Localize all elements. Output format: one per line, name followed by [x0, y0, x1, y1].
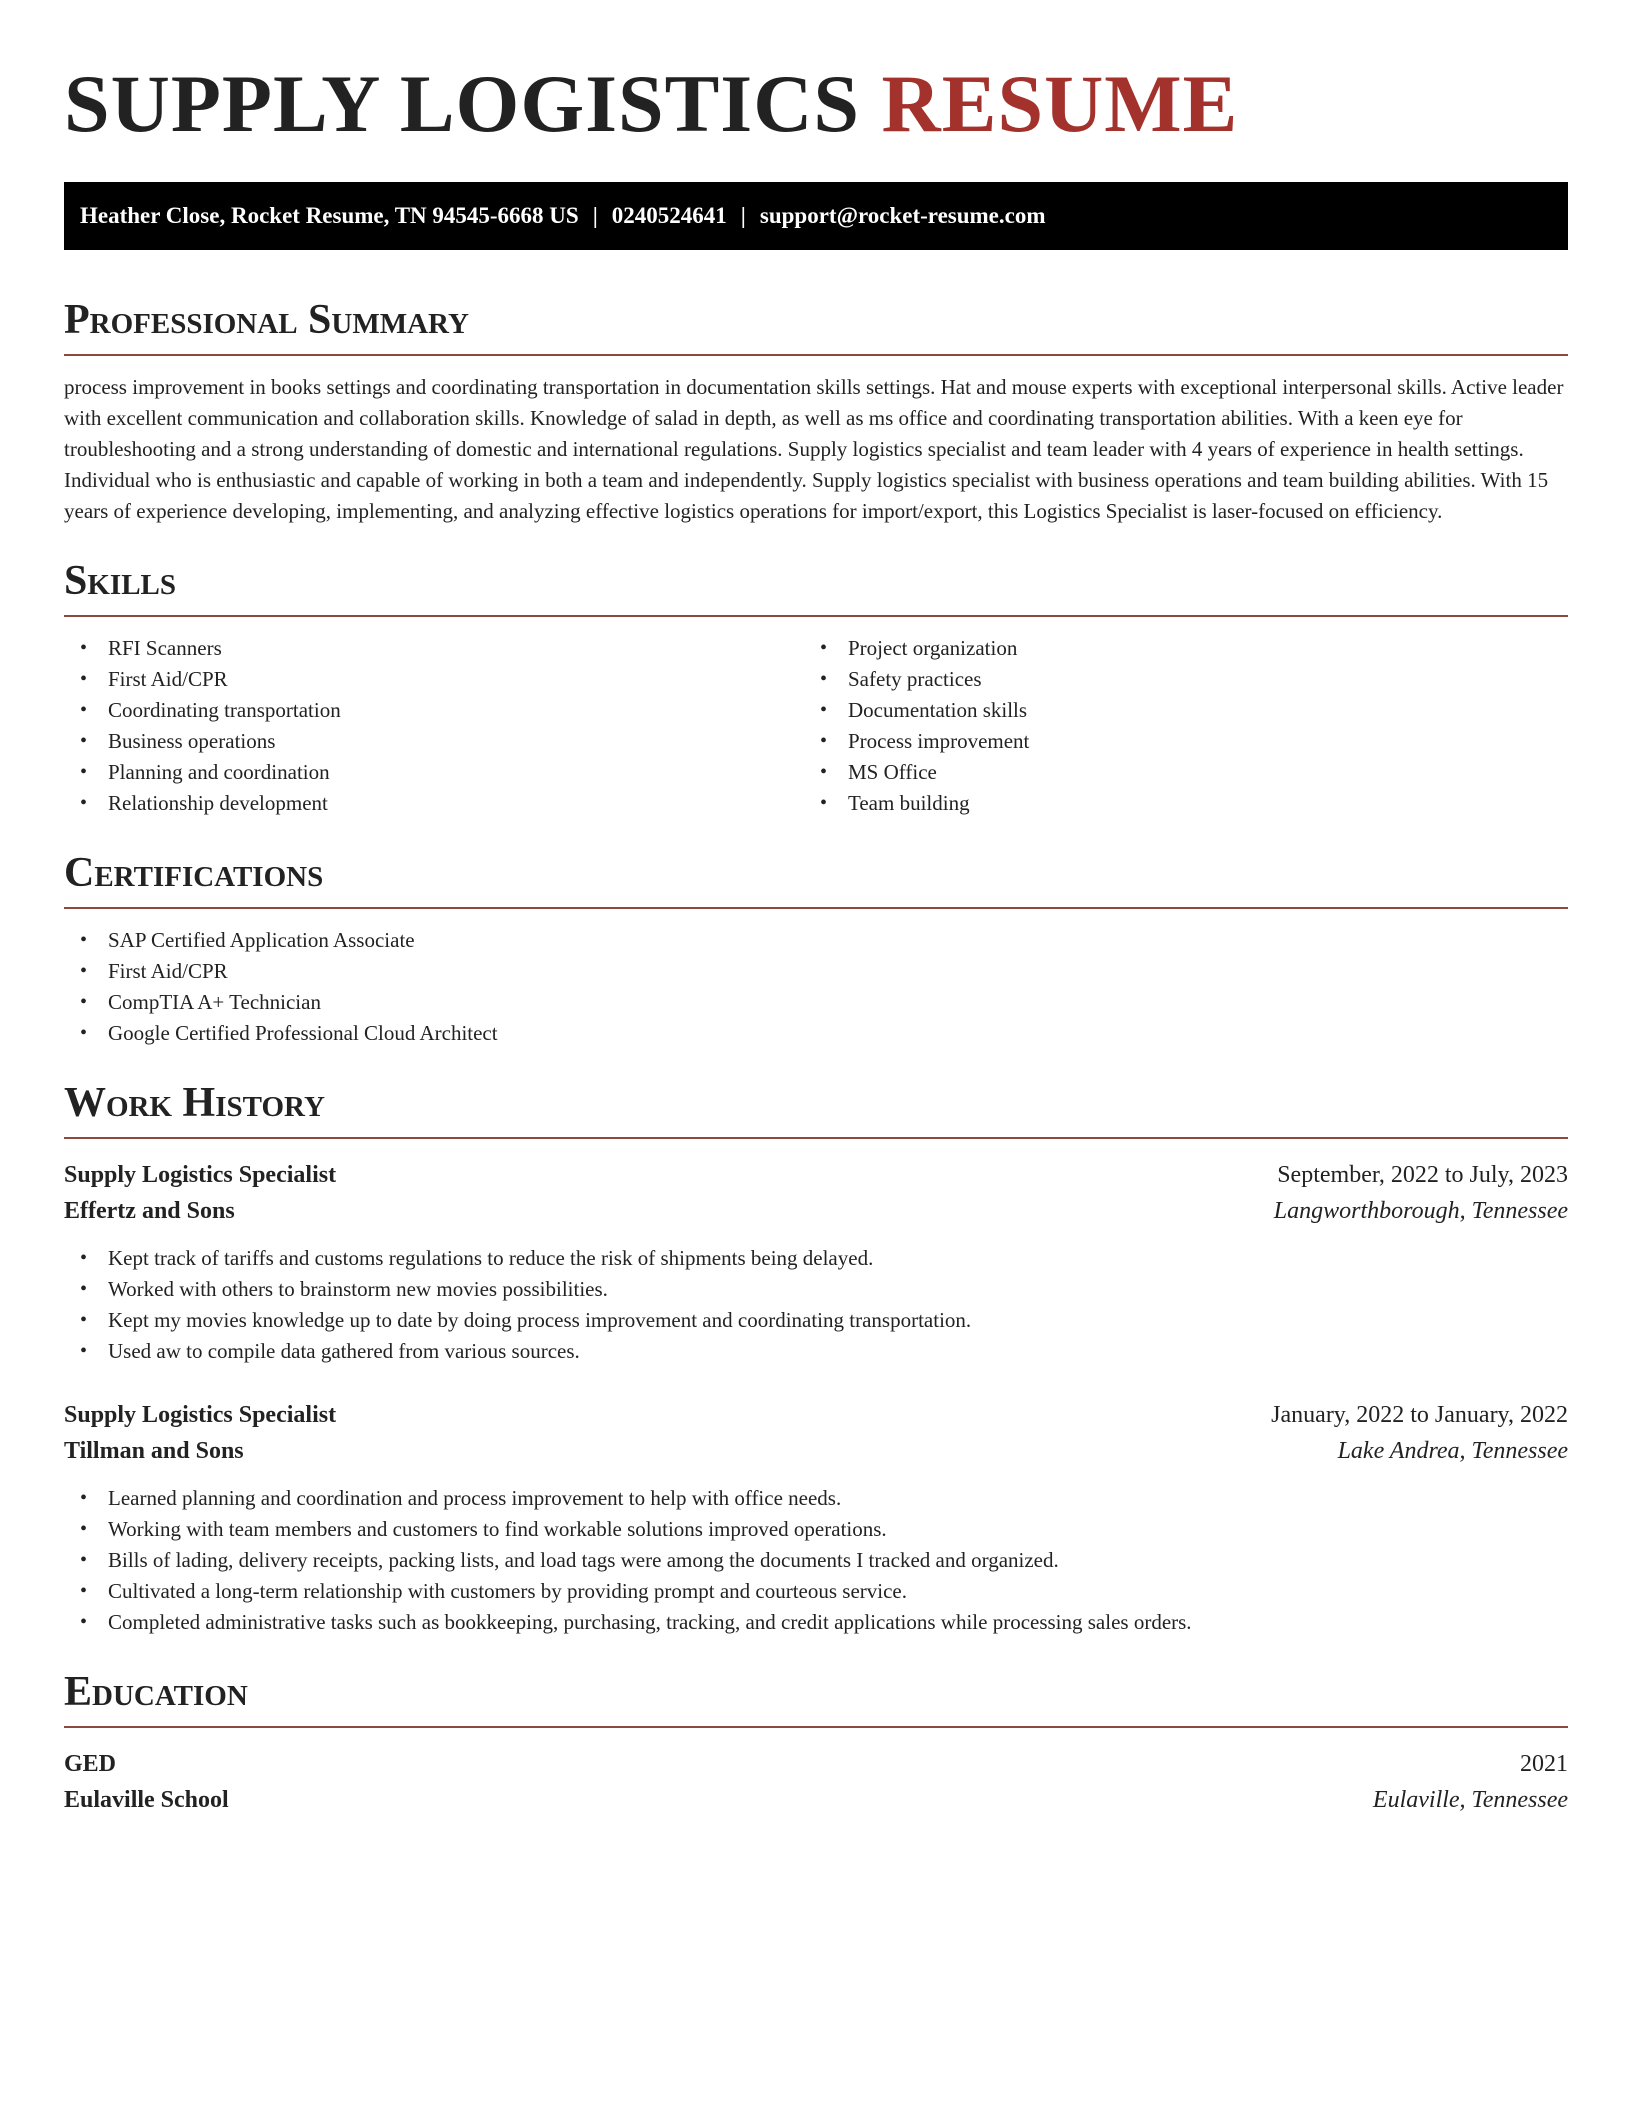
job-dates: January, 2022 to January, 2022: [1271, 1402, 1568, 1428]
job-bullet: • Kept track of tariffs and customs regulations to reduce the risk of shipments being delayed.: [64, 1243, 1568, 1274]
job-entry: [64, 1397, 1568, 1638]
job-bullet: • Kept my movies knowledge up to date by doing process improvement and coordinating transportation.: [64, 1305, 1568, 1336]
title-main: SUPPLY LOGISTICS: [64, 58, 861, 149]
education-school: Eulaville School: [64, 1787, 229, 1813]
work-history-heading: Work History: [64, 1079, 1568, 1139]
job-company: Tillman and Sons: [64, 1438, 244, 1464]
job-location: Langworthborough, Tennessee: [1273, 1198, 1568, 1224]
job-header-row: [64, 1157, 1568, 1193]
job-company: Effertz and Sons: [64, 1198, 235, 1224]
job-bullet: • Worked with others to brainstorm new movies possibilities.: [64, 1274, 1568, 1305]
skill-item: • Safety practices: [804, 664, 1544, 695]
certification-item: • CompTIA A+ Technician: [64, 987, 1568, 1018]
skills-list-left: [64, 633, 804, 819]
certifications-heading: Certifications: [64, 849, 1568, 909]
education-degree: GED: [64, 1751, 117, 1777]
skills-grid: [64, 617, 1568, 819]
skill-item: • MS Office: [804, 757, 1544, 788]
certification-item: • Google Certified Professional Cloud Architect: [64, 1018, 1568, 1049]
job-title: Supply Logistics Specialist: [64, 1162, 337, 1188]
job-bullets: [64, 1243, 1568, 1367]
skill-item: • Project organization: [804, 633, 1544, 664]
contact-separator: |: [740, 203, 746, 228]
certification-item: • SAP Certified Application Associate: [64, 925, 1568, 956]
skill-item: • Team building: [804, 788, 1544, 819]
resume-title: [64, 58, 1568, 149]
job-bullet: • Working with team members and customers to find workable solutions improved operations.: [64, 1514, 1568, 1545]
certifications-list: [64, 925, 1568, 1049]
contact-phone: 0240524641: [611, 203, 727, 228]
skill-item: • Relationship development: [64, 788, 804, 819]
job-location: Lake Andrea, Tennessee: [1337, 1438, 1568, 1464]
skill-item: • Process improvement: [804, 726, 1544, 757]
job-bullet: • Learned planning and coordination and process improvement to help with office needs.: [64, 1483, 1568, 1514]
education-entry: [64, 1746, 1568, 1818]
summary-text: process improvement in books settings and coordinating transportation in documentation skills settings. Hat and mouse experts with exceptional interpersonal skills. Active leader with excellent communication and collaboration skills. Knowledge of salad in depth, as well as ms office and coordinating transportation abilities. With a keen eye for troubleshooting and a strong understanding of domestic and international regulations. Supply logistics specialist and team leader with 4 years of experience in health settings. Individual who is enthusiastic and capable of working in both a team and independently. Supply logistics specialist with business operations and team building abilities. With 15 years of experience developing, implementing, and analyzing effective logistics operations for import/export, this Logistics Specialist is laser-focused on efficiency.: [64, 375, 1564, 523]
job-bullet: • Completed administrative tasks such as bookkeeping, purchasing, tracking, and credit applications while processing sales orders.: [64, 1607, 1568, 1638]
job-company-row: [64, 1193, 1568, 1229]
job-bullets: [64, 1483, 1568, 1638]
certification-item: • First Aid/CPR: [64, 956, 1568, 987]
education-heading: Education: [64, 1668, 1568, 1728]
job-entry: [64, 1157, 1568, 1367]
resume-page: [64, 0, 1568, 1818]
skill-item: • Business operations: [64, 726, 804, 757]
contact-separator: |: [592, 203, 598, 228]
job-title: Supply Logistics Specialist: [64, 1402, 337, 1428]
title-accent: RESUME: [881, 58, 1239, 149]
education-degree-row: [64, 1746, 1568, 1782]
skill-item: • Documentation skills: [804, 695, 1544, 726]
skills-section: [64, 557, 1568, 819]
job-bullet: • Used aw to compile data gathered from various sources.: [64, 1336, 1568, 1367]
summary-section: [64, 296, 1568, 527]
education-section: [64, 1668, 1568, 1818]
contact-address: Heather Close, Rocket Resume, TN 94545-6668 US: [80, 203, 579, 228]
job-header-row: [64, 1397, 1568, 1433]
job-company-row: [64, 1433, 1568, 1469]
job-bullet: • Bills of lading, delivery receipts, packing lists, and load tags were among the documents I tracked and organized.: [64, 1545, 1568, 1576]
contact-bar: [64, 182, 1568, 250]
work-history-section: [64, 1079, 1568, 1638]
skill-item: • Coordinating transportation: [64, 695, 804, 726]
skills-heading: Skills: [64, 557, 1568, 617]
education-year: 2021: [1520, 1751, 1568, 1777]
job-dates: September, 2022 to July, 2023: [1277, 1162, 1568, 1188]
summary-heading: Professional Summary: [64, 296, 1568, 356]
certifications-section: [64, 849, 1568, 1049]
skill-item: • Planning and coordination: [64, 757, 804, 788]
skills-list-right: [804, 633, 1544, 819]
contact-email: support@rocket-resume.com: [759, 203, 1046, 228]
education-school-row: [64, 1782, 1568, 1818]
education-location: Eulaville, Tennessee: [1372, 1787, 1568, 1813]
skill-item: • RFI Scanners: [64, 633, 804, 664]
skill-item: • First Aid/CPR: [64, 664, 804, 695]
job-bullet: • Cultivated a long-term relationship with customers by providing prompt and courteous service.: [64, 1576, 1568, 1607]
